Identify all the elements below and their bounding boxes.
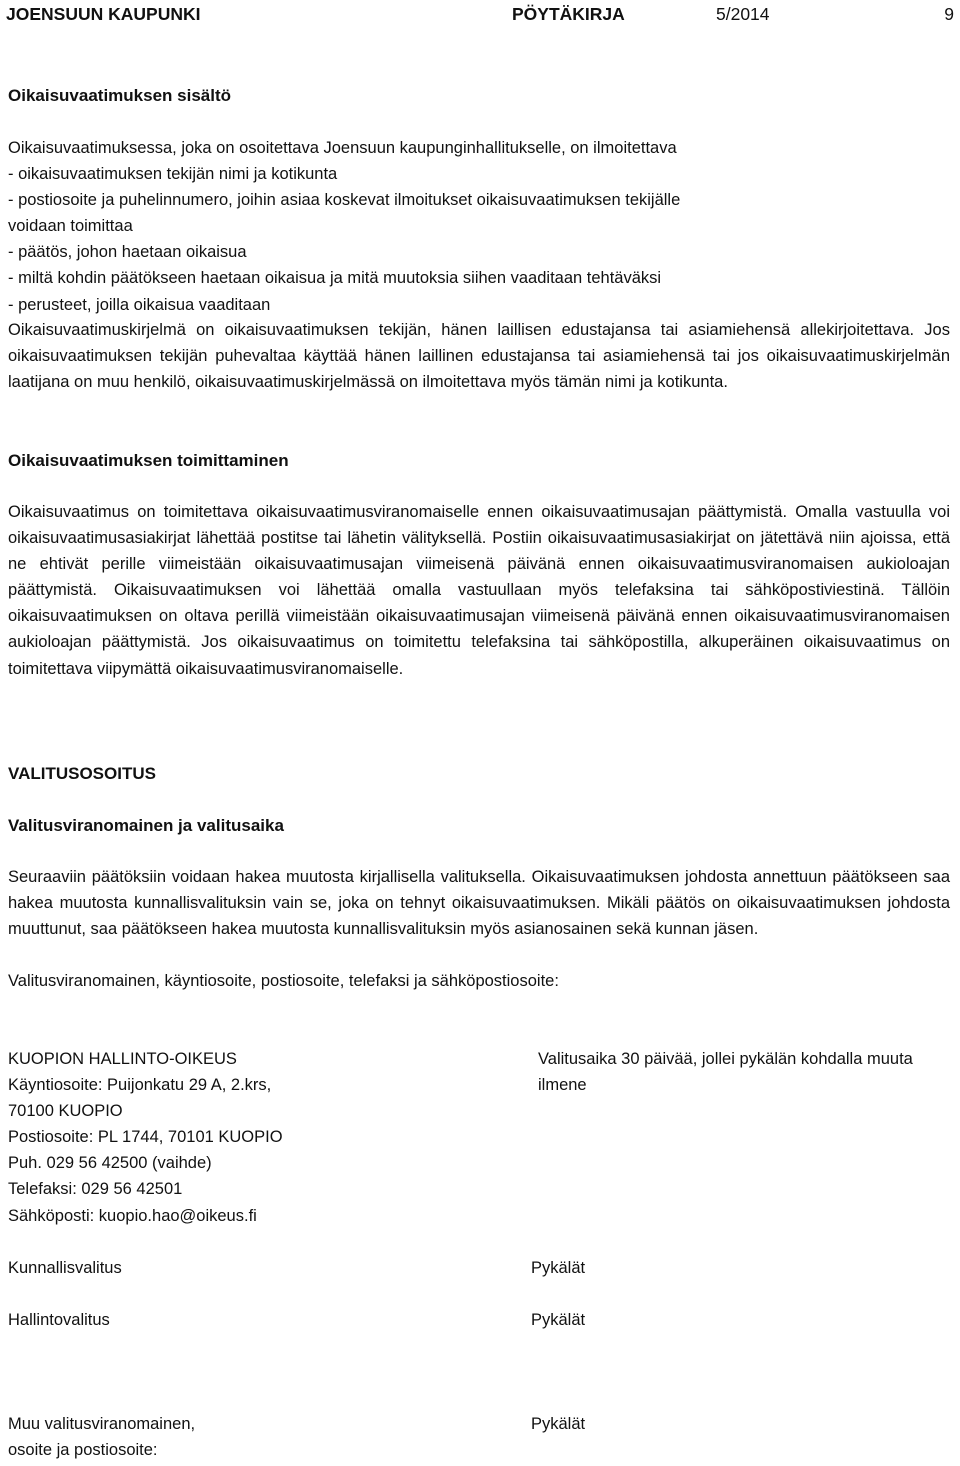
address-intro: Valitusviranomainen, käyntiosoite, postiosoite, telefaksi ja sähköpostiosoite:	[8, 972, 559, 990]
page-header	[6, 4, 954, 26]
content-list-line: - miltä kohdin päätökseen haetaan oikaisua ja mitä muutoksia siihen vaaditaan tehtäväksi	[8, 269, 662, 288]
appeal-paragraph: Seuraaviin päätöksiin voidaan hakea muutosta kirjallisella valituksella. Oikaisuvaatimuksen johdosta annettuun päätökseen saa hakea muutosta kunnallisvalituksin vain se, joka on tehnyt oikaisuvaatimuksen. Mikäli päätös on oikaisuvaatimuksen johdosta muuttunut, saa päätökseen hakea muutosta kunnallisvalituksin myös asianosainen sekä kunnan jäsen.	[8, 868, 950, 939]
content-list	[8, 135, 950, 318]
section-heading-content: Oikaisuvaatimuksen sisältö	[8, 86, 231, 105]
content-list-line: - perusteet, joilla oikaisua vaaditaan	[8, 295, 271, 314]
content-list-line: voidaan toimittaa	[8, 217, 133, 236]
address-line: Käyntiosoite: Puijonkatu 29 A, 2.krs,	[8, 1076, 272, 1095]
content-list-line: - postiosoite ja puhelinnumero, joihin asiaa koskevat ilmoitukset oikaisuvaatimuksen tekijälle	[8, 191, 681, 210]
delivery-paragraph: Oikaisuvaatimus on toimitettava oikaisuvaatimusviranomaiselle ennen oikaisuvaatimusajan päättymistä. Omalla vastuulla voi oikaisuvaatimusasiakirjat lähettää postitse tai lähetin välityksellä. Postiin oikaisuvaatimusasiakirjat on jätettävä niin ajoissa, että ne ehtivät perille viimeistään oikaisuvaatimusajan viimeisenä päivänä ennen oikaisuvaatimusviranomaisen aukioloajan päättymistä. Oikaisuvaatimuksen voi lähettää omalla vastuullaan myös telefaksina tai sähköpostiviestinä. Tällöin oikaisuvaatimuksen on oltava perillä viimeistään oikaisuvaatimusajan viimeisenä päivänä ennen oikaisuvaatimusviranomaisen aukioloajan päättymistä. Jos oikaisuvaatimus on toimitettu telefaksina tai sähköpostilla, alkuperäinen oikaisuvaatimus on toimitettava viipymättä oikaisuvaatimusviranomaiselle.	[8, 503, 950, 678]
row-label: Hallintovalitus	[8, 1311, 110, 1329]
signature-paragraph: Oikaisuvaatimuskirjelmä on oikaisuvaatimuksen tekijän, hänen laillisen edustajansa tai asiamiehensä allekirjoitettava. Jos oikaisuvaatimuksen tekijän puhevaltaa käyttää hänen laillinen edustajansa tai asiamiehensä tai jos oikaisuvaatimuskirjelmän laatijana on muu henkilö, oikaisuvaatimuskirjelmässä on ilmoitettava myös tämän nimi ja kotikunta.	[8, 321, 950, 392]
content-list-line: - päätös, johon haetaan oikaisua	[8, 243, 247, 262]
header-page-number: 9	[944, 4, 954, 24]
address-line: KUOPION HALLINTO-OIKEUS	[8, 1050, 237, 1068]
other-authority-label-line: osoite ja postiosoite:	[8, 1441, 158, 1460]
content-list-line: - oikaisuvaatimuksen tekijän nimi ja kotikunta	[8, 165, 338, 184]
municipal-appeal-value	[531, 1255, 585, 1281]
section-heading-delivery: Oikaisuvaatimuksen toimittaminen	[8, 451, 289, 470]
header-meeting-number: 5/2014	[716, 4, 770, 24]
row-value: Pykälät	[531, 1259, 586, 1277]
row-label: Kunnallisvalitus	[8, 1259, 122, 1277]
content-list-line: Oikaisuvaatimuksessa, joka on osoitettava Joensuun kaupunginhallitukselle, on ilmoitettava	[8, 139, 677, 157]
row-value: Pykälät	[531, 1311, 586, 1329]
other-authority-label-line: Muu valitusviranomainen,	[8, 1415, 196, 1433]
header-city: JOENSUUN KAUPUNKI	[6, 4, 201, 24]
address-line: Postiosoite: PL 1744, 70101 KUOPIO	[8, 1128, 283, 1147]
address-line: Telefaksi: 029 56 42501	[8, 1180, 183, 1199]
appeal-period: Valitusaika 30 päivää, jollei pykälän kohdalla muuta ilmene	[538, 1050, 913, 1095]
address-line: 70100 KUOPIO	[8, 1102, 123, 1121]
administrative-appeal-value	[531, 1307, 585, 1333]
address-line: Sähköposti: kuopio.hao@oikeus.fi	[8, 1206, 257, 1225]
other-authority-value	[531, 1411, 585, 1437]
header-doc-type: PÖYTÄKIRJA	[512, 4, 625, 24]
address-line: Puh. 029 56 42500 (vaihde)	[8, 1154, 212, 1173]
row-value: Pykälät	[531, 1415, 586, 1433]
administrative-appeal-label	[8, 1307, 110, 1333]
section-heading-appeal-authority: Valitusviranomainen ja valitusaika	[8, 816, 284, 835]
court-address	[8, 1046, 508, 1229]
municipal-appeal-label	[8, 1255, 122, 1281]
appeal-instructions-title: VALITUSOSOITUS	[8, 764, 156, 783]
other-authority-label	[8, 1411, 195, 1463]
